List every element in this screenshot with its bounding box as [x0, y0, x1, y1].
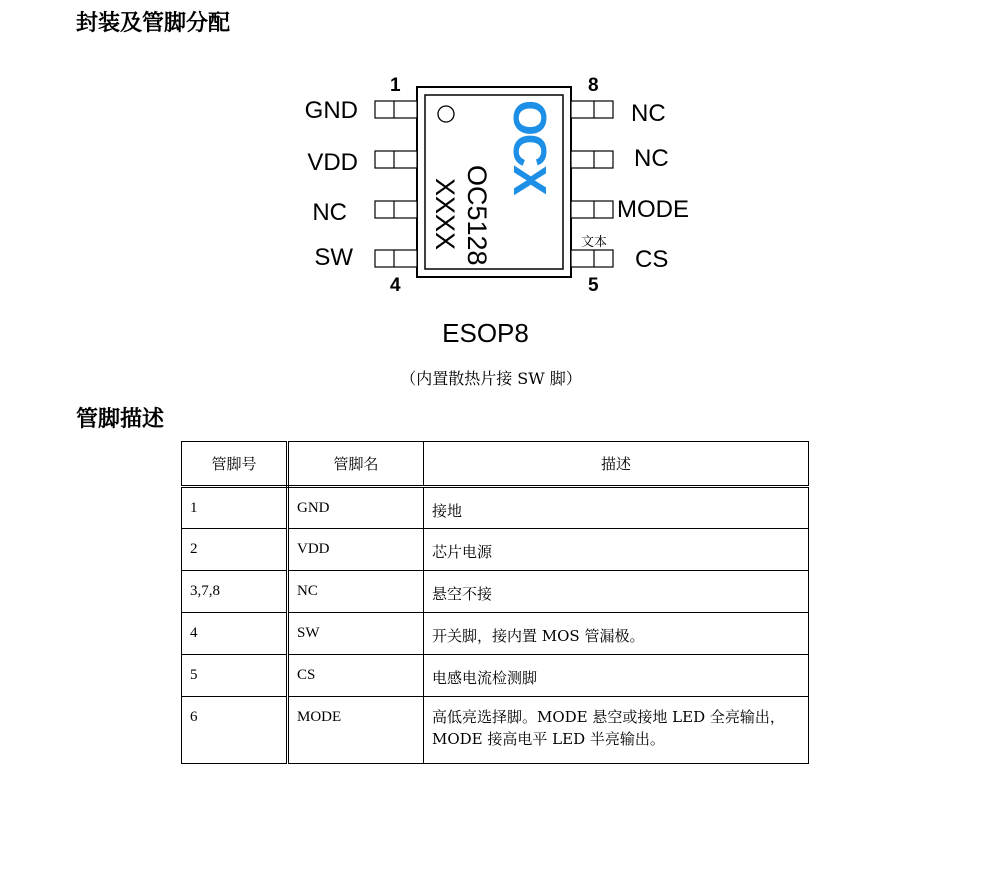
cell-pin-name: GND — [288, 487, 424, 529]
cell-description: 电感电流检测脚 — [424, 655, 809, 697]
part-marking — [462, 165, 492, 266]
pin-label-nc-8: NC — [631, 100, 666, 127]
lot-marking — [430, 178, 460, 250]
pin-label-sw: SW — [314, 244, 353, 271]
cell-pin-number: 3,7,8 — [182, 571, 288, 613]
table-row — [182, 571, 809, 613]
pin-number-4: 4 — [390, 275, 401, 296]
package-name: ESOP8 — [442, 318, 529, 348]
cell-description: 芯片电源 — [424, 529, 809, 571]
header-pin-number: 管脚号 — [182, 442, 288, 487]
table-header-row — [182, 442, 809, 487]
pin-number-1: 1 — [390, 75, 401, 96]
cell-description: 开关脚，接内置 MOS 管漏极。 — [424, 613, 809, 655]
table-row — [182, 697, 809, 764]
cell-pin-number: 4 — [182, 613, 288, 655]
svg-text:XXXX: XXXX — [430, 178, 460, 251]
cell-description: 悬空不接 — [424, 571, 809, 613]
table-row — [182, 655, 809, 697]
ocx-logo — [504, 100, 556, 196]
cell-pin-number: 1 — [182, 487, 288, 529]
package-heading: 封装及管脚分配 — [76, 11, 231, 36]
package-note: （内置散热片接 SW 脚） — [400, 369, 582, 388]
table-row — [182, 529, 809, 571]
cell-pin-name: NC — [288, 571, 424, 613]
pin-label-gnd: GND — [304, 97, 358, 124]
left-pin-leads — [375, 101, 417, 267]
pin-label-nc-7: NC — [634, 145, 669, 172]
cell-pin-name: VDD — [288, 529, 424, 571]
pin-number-8: 8 — [588, 75, 599, 96]
svg-text:OCX: OCX — [504, 100, 556, 194]
header-pin-name: 管脚名 — [288, 442, 424, 487]
header-description: 描述 — [424, 442, 809, 487]
cell-pin-number: 6 — [182, 697, 288, 764]
cell-pin-number: 2 — [182, 529, 288, 571]
cell-description — [424, 697, 809, 764]
pin-desc-heading: 管脚描述 — [76, 407, 165, 432]
cell-pin-name: CS — [288, 655, 424, 697]
pin-label-nc-left: NC — [312, 199, 347, 226]
pin-label-vdd: VDD — [307, 149, 358, 176]
extra-label: 文本 — [581, 235, 608, 250]
pin1-dot — [438, 106, 454, 122]
pin-label-mode: MODE — [617, 196, 689, 223]
cell-description: 接地 — [424, 487, 809, 529]
table-row — [182, 487, 809, 529]
pin-label-cs: CS — [635, 246, 669, 273]
description-line-2: MODE 接高电平 LED 半亮输出。 — [432, 730, 665, 748]
cell-pin-name: MODE — [288, 697, 424, 764]
cell-pin-name: SW — [288, 613, 424, 655]
table-row — [182, 613, 809, 655]
pin-number-5: 5 — [588, 275, 599, 296]
svg-text:OC5128: OC5128 — [462, 165, 492, 266]
cell-pin-number: 5 — [182, 655, 288, 697]
description-line-1: 高低亮选择脚。MODE 悬空或接地 LED 全亮输出， — [432, 708, 785, 726]
pin-table — [181, 441, 809, 764]
